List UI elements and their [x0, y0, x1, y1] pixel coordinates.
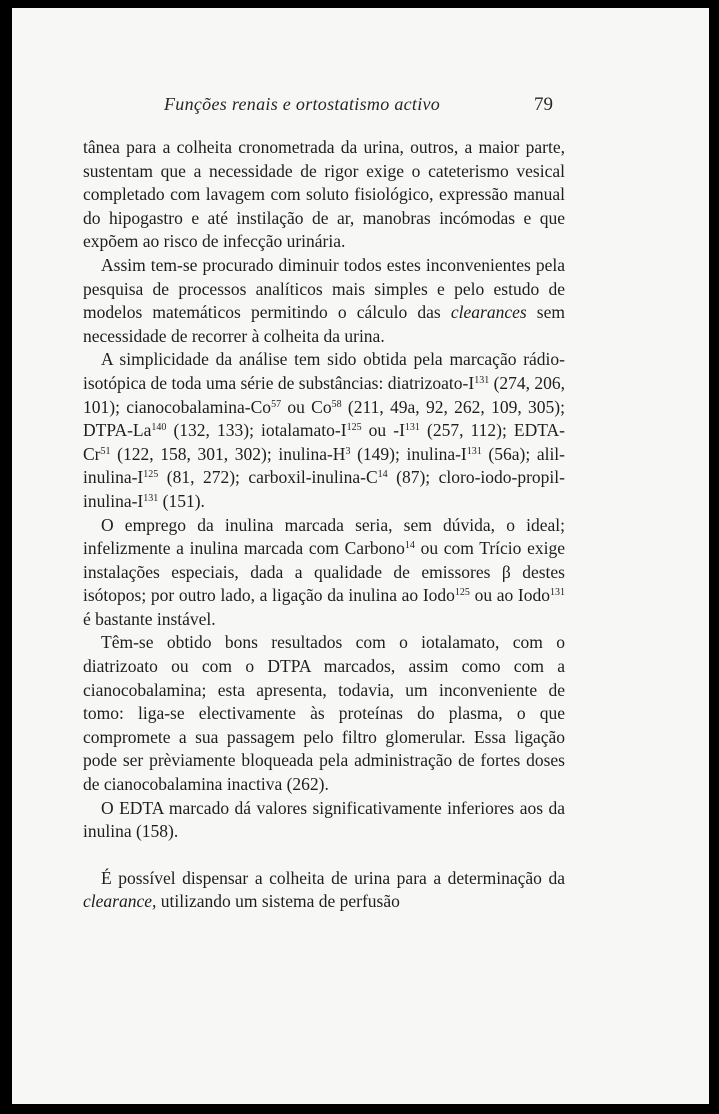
- paragraph-4: O emprego da inulina marcada seria, sem dúvida, o ideal; infelizmente a inulina marcada com Carbono$^{14}$ ou com Trício exige instalações especiais, dada a qualidade de emissores β destes isótopos; por outro lado, a ligação da inulina ao Iodo$^{125}$ ou ao Iodo$^{131}$ é bastante instável.: [83, 514, 565, 629]
- paragraph-5: Têm-se obtido bons resultados com o iotalamato, com o diatrizoato ou com o DTPA marcados, assim como com a cianocobalamina; esta apresenta, todavia, um inconveniente de tomo: liga-se electivamente às proteínas do plasma, o que compromete a sua passagem pelo filtro glomerular. Essa ligação pode ser prèviamente bloqueada pela administração de fortes doses de cianocobalamina inactiva (262).: [83, 632, 565, 795]
- paragraph-2: Assim tem-se procurado diminuir todos estes inconvenientes pela pesquisa de processos analíticos mais simples e pelo estudo de modelos matemáticos permitindo o cálculo das clearances sem necessidade de recorrer à colheita da urina.: [83, 254, 565, 346]
- paragraph-3: A simplicidade da análise tem sido obtida pela marcação rádio-isotópica de toda uma série de substâncias: diatrizoato-$I^{131}$ (274, 206, 101); cianocobalamina-Co$^{57}$ ou Co$^{58}$ (211, 49a, 92, 262, 109, 305); DTPA-La$^{140}$ (132, 133); iotalamato-$I^{125}$ ou $-I^{131}$ (257, 112); EDTA-Cr$^{51}$ (122, 158, 301, 302); inulina-$H^3$ (149); inulina-$I^{131}$ (56a); alil-$inulina-I^{125}$ (81, 272); carboxil-$inulina-C^{14}$ (87); cloro-$iodo-propil-inulina-I^{131}$ (151).: [83, 349, 566, 511]
- italic-term: clearances: [450, 302, 527, 323]
- paragraph-1: tânea para a colheita cronometrada da urina, outros, a maior parte, sustentam que a necessidade de rigor exige o cateterismo vesical completado com lavagem com soluto fisiológico, expressão manual do hipogastro e até instilação de ar, manobras incómodas e que expõem ao risco de infecção urinária.: [83, 137, 565, 252]
- book-page: [12, 8, 709, 1104]
- italic-term: clearance,: [83, 891, 157, 912]
- running-title: Funções renais e ortostatismo activo: [164, 94, 441, 114]
- page-number: 79: [534, 94, 553, 115]
- paragraph-7: É possível dispensar a colheita de urina para a determinação da clearance, utilizando um sistema de perfusão: [83, 867, 565, 912]
- paragraph-6: O EDTA marcado dá valores significativamente inferiores aos da inulina (158).: [83, 797, 565, 842]
- body-text: [83, 136, 565, 914]
